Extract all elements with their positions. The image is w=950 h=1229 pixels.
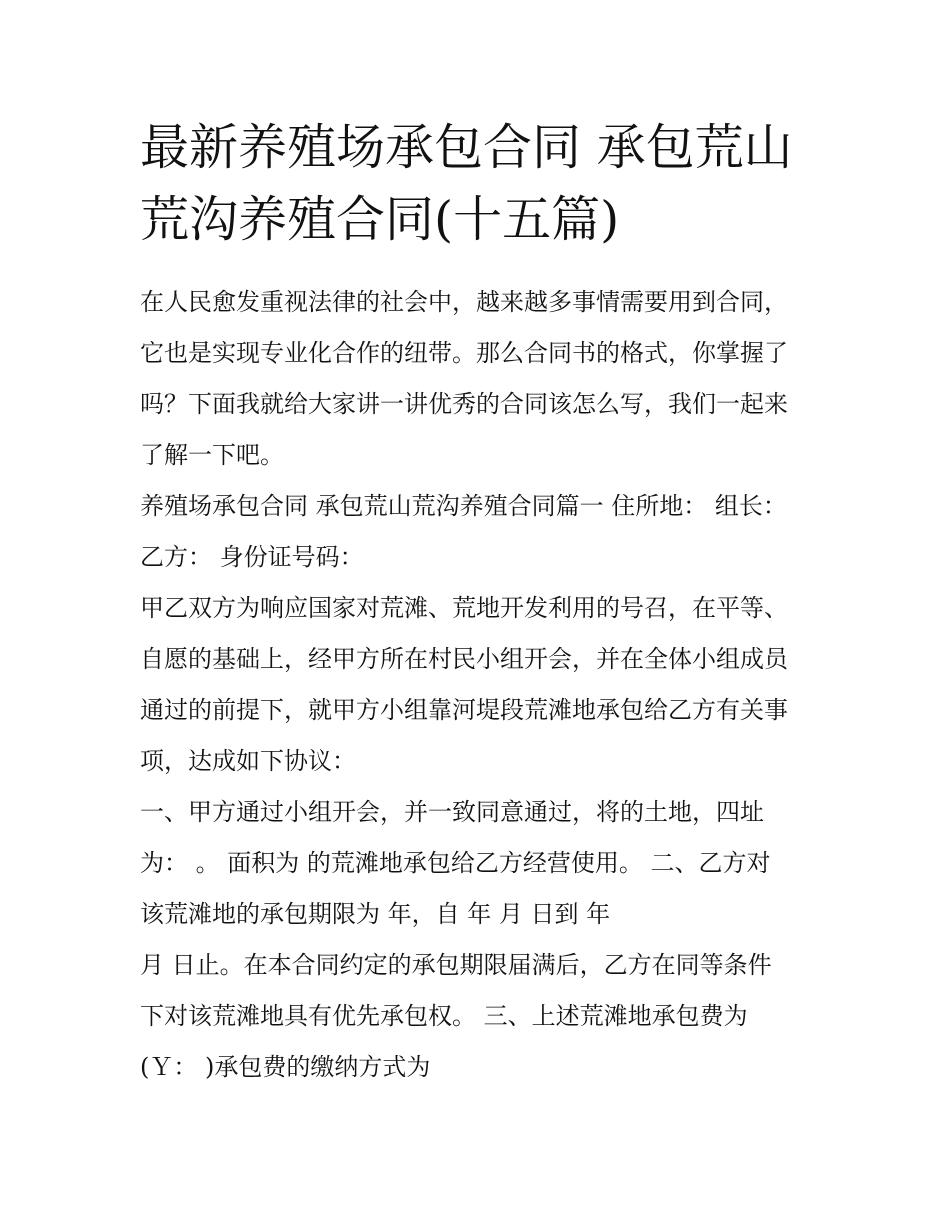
body-line: 下对该荒滩地具有优先承包权。 三、上述荒滩地承包费为 [140, 1002, 748, 1030]
document-body [140, 277, 830, 1093]
body-line: 月 日止。在本合同约定的承包期限届满后，乙方在同等条件 [140, 951, 772, 979]
body-line: 吗？下面我就给大家讲一讲优秀的合同该怎么写，我们一起来 [140, 390, 788, 418]
document-title [140, 112, 830, 256]
title-line: 最新养殖场承包合同 承包荒山 [140, 119, 793, 176]
body-line: 乙方： 身份证号码： [140, 543, 364, 571]
body-line: 自愿的基础上，经甲方所在村民小组开会，并在全体小组成员 [140, 645, 788, 673]
title-line: 荒沟养殖合同(十五篇) [140, 191, 620, 248]
body-line: 通过的前提下，就甲方小组靠河堤段荒滩地承包给乙方有关事 [140, 696, 788, 724]
body-line: 在人民愈发重视法律的社会中，越来越多事情需要用到合同， [140, 288, 788, 316]
body-line: 养殖场承包合同 承包荒山荒沟养殖合同篇一 住所地： 组长： [140, 492, 787, 520]
body-line: 甲乙双方为响应国家对荒滩、荒地开发利用的号召，在平等、 [140, 594, 788, 622]
body-line: 项，达成如下协议： [140, 747, 356, 775]
body-line: 它也是实现专业化合作的纽带。那么合同书的格式，你掌握了 [140, 339, 788, 367]
body-line: 为： 。 面积为 的荒滩地承包给乙方经营使用。 二、乙方对 [140, 849, 771, 877]
body-line: 一、甲方通过小组开会，并一致同意通过，将的土地，四址 [140, 798, 764, 826]
body-line: 该荒滩地的承包期限为 年，自 年 月 日到 年 [140, 900, 611, 928]
body-line: (Ｙ： )承包费的缴纳方式为 [140, 1053, 431, 1081]
body-line: 了解一下吧。 [140, 441, 284, 469]
